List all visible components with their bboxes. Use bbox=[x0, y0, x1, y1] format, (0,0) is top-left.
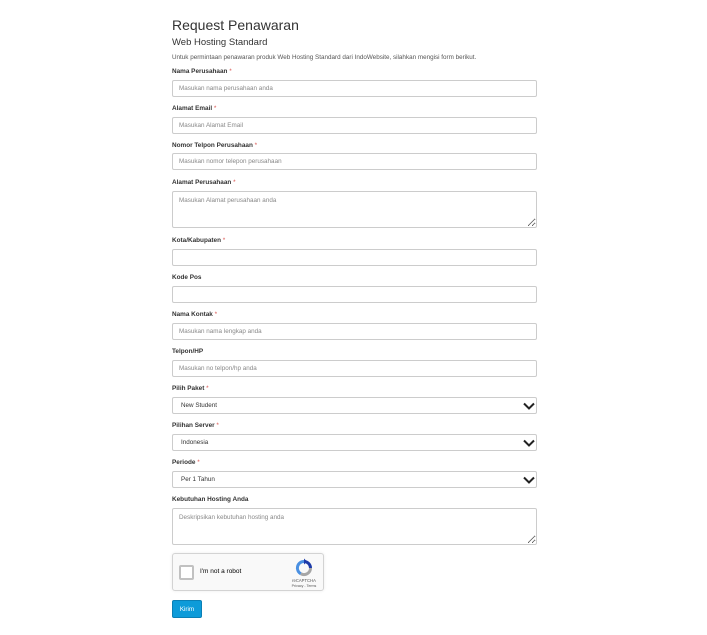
required-marker: * bbox=[254, 142, 258, 149]
required-marker: * bbox=[206, 385, 209, 392]
required-marker: * bbox=[197, 459, 200, 466]
recaptcha-brand: reCAPTCHA bbox=[292, 578, 316, 583]
company-phone-input[interactable] bbox=[172, 153, 537, 170]
package-label bbox=[172, 385, 209, 392]
required-marker: * bbox=[229, 68, 232, 75]
form-intro-text: Untuk permintaan penawaran produk Web Hosting Standard dari IndoWebsite, silahkan mengisi form berikut. bbox=[172, 54, 477, 61]
server-label-text: Pilihan Server bbox=[172, 422, 215, 429]
required-marker: * bbox=[233, 179, 236, 186]
company-address-label bbox=[172, 179, 236, 186]
company-phone-label-text: Nomor Telpon Perusahaan bbox=[172, 142, 253, 149]
recaptcha-widget bbox=[172, 553, 324, 591]
required-marker: * bbox=[214, 311, 218, 318]
phone-input[interactable] bbox=[172, 360, 537, 377]
city-label-text: Kota/Kabupaten bbox=[172, 237, 221, 244]
recaptcha-checkbox[interactable] bbox=[179, 565, 194, 580]
company-name-label-text: Nama Perusahaan bbox=[172, 68, 228, 75]
recaptcha-icon bbox=[294, 558, 314, 578]
postal-code-input[interactable] bbox=[172, 286, 537, 303]
required-marker: * bbox=[222, 237, 226, 244]
hosting-needs-label-text: Kebutuhan Hosting Anda bbox=[172, 496, 249, 503]
postal-code-label bbox=[172, 274, 201, 281]
hosting-needs-textarea[interactable] bbox=[172, 508, 537, 545]
package-label-text: Pilih Paket bbox=[172, 385, 205, 392]
company-address-label-text: Alamat Perusahaan bbox=[172, 179, 232, 186]
period-select[interactable] bbox=[172, 471, 537, 488]
city-input[interactable] bbox=[172, 249, 537, 266]
email-label bbox=[172, 105, 216, 112]
company-address-textarea[interactable] bbox=[172, 191, 537, 228]
page-title: Request Penawaran bbox=[172, 17, 299, 33]
hosting-needs-label bbox=[172, 496, 248, 503]
company-name-input[interactable] bbox=[172, 80, 537, 97]
contact-name-label bbox=[172, 311, 217, 318]
package-select[interactable] bbox=[172, 397, 537, 414]
submit-button[interactable]: Kirim bbox=[172, 600, 202, 618]
company-phone-label bbox=[172, 142, 257, 149]
period-label bbox=[172, 459, 200, 466]
page-subtitle: Web Hosting Standard bbox=[172, 37, 268, 48]
contact-name-label-text: Nama Kontak bbox=[172, 311, 213, 318]
phone-label bbox=[172, 348, 203, 355]
required-marker: * bbox=[213, 105, 217, 112]
email-label-text: Alamat Email bbox=[172, 105, 213, 112]
postal-code-label-text: Kode Pos bbox=[172, 274, 202, 281]
required-marker: * bbox=[216, 422, 219, 429]
recaptcha-privacy-terms[interactable]: Privacy - Terms bbox=[291, 584, 317, 588]
phone-label-text: Telpon/HP bbox=[172, 348, 204, 355]
recaptcha-label: I'm not a robot bbox=[200, 568, 242, 575]
company-name-label bbox=[172, 68, 232, 75]
email-input[interactable] bbox=[172, 117, 537, 134]
contact-name-input[interactable] bbox=[172, 323, 537, 340]
city-label bbox=[172, 237, 225, 244]
server-label bbox=[172, 422, 219, 429]
period-label-text: Periode bbox=[172, 459, 196, 466]
server-select[interactable] bbox=[172, 434, 537, 451]
